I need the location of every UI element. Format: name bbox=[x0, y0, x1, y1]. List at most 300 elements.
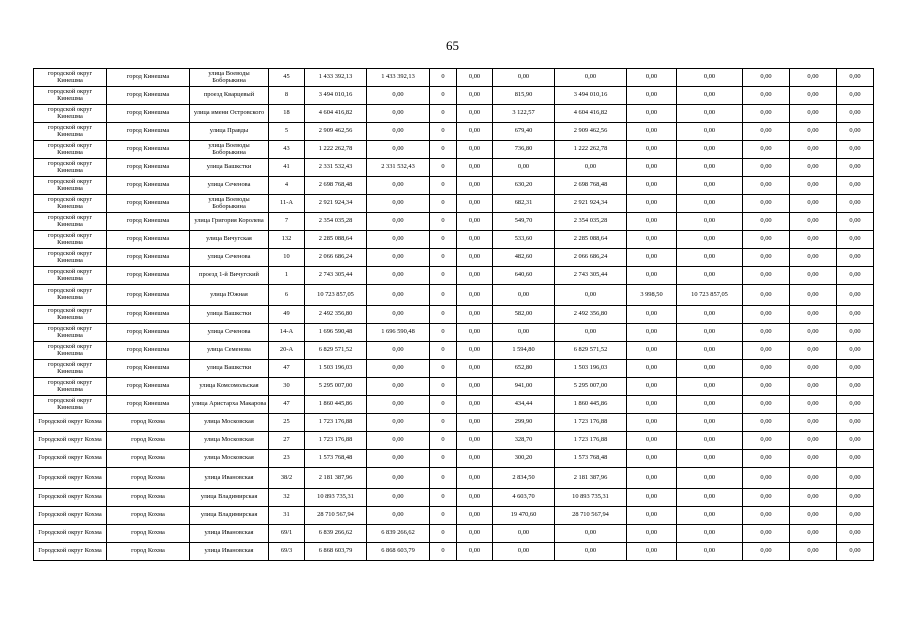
cell-cost-b: 0,00 bbox=[457, 267, 493, 285]
cell-cost-a: 0,00 bbox=[367, 141, 430, 159]
cell-municipality: городской округ Кинешма bbox=[34, 231, 107, 249]
cell-house-number: 11-А bbox=[269, 195, 305, 213]
cell-cost-f: 0,00 bbox=[790, 543, 837, 561]
table-row bbox=[34, 378, 874, 396]
cell-street: улица Правды bbox=[190, 123, 269, 141]
cell-cost-e: 0,00 bbox=[743, 285, 790, 306]
cell-cost-c: 0,00 bbox=[555, 525, 627, 543]
cell-municipality: городской округ Кинешма bbox=[34, 324, 107, 342]
table-row bbox=[34, 249, 874, 267]
cell-area-d: 0,00 bbox=[627, 159, 677, 177]
cell-street: улица Владимирская bbox=[190, 507, 269, 525]
cell-house-number: 47 bbox=[269, 396, 305, 414]
cell-municipality: Городской округ Кохма bbox=[34, 525, 107, 543]
cell-cost-e: 0,00 bbox=[743, 378, 790, 396]
cell-cost-d: 0,00 bbox=[677, 360, 743, 378]
cell-total-cost: 1 433 392,13 bbox=[305, 69, 367, 87]
cell-house-number: 4 bbox=[269, 177, 305, 195]
cell-cost-f: 0,00 bbox=[790, 507, 837, 525]
cell-total-cost: 1 723 176,88 bbox=[305, 414, 367, 432]
cell-municipality: городской округ Кинешма bbox=[34, 285, 107, 306]
table-row bbox=[34, 342, 874, 360]
cell-cost-g: 0,00 bbox=[837, 543, 874, 561]
cell-cost-f: 0,00 bbox=[790, 306, 837, 324]
cell-street: улица Вашкстки bbox=[190, 159, 269, 177]
cell-cost-c: 2 698 768,48 bbox=[555, 177, 627, 195]
cell-cost-d: 0,00 bbox=[677, 105, 743, 123]
cell-cost-f: 0,00 bbox=[790, 324, 837, 342]
cell-settlement: город Кинешма bbox=[107, 324, 190, 342]
cell-area-d: 0,00 bbox=[627, 123, 677, 141]
cell-total-cost: 6 839 266,62 bbox=[305, 525, 367, 543]
cell-cost-b: 0,00 bbox=[457, 87, 493, 105]
cell-cost-g: 0,00 bbox=[837, 414, 874, 432]
cell-cost-d: 0,00 bbox=[677, 141, 743, 159]
cell-cost-c: 1 222 262,78 bbox=[555, 141, 627, 159]
table-row bbox=[34, 507, 874, 525]
cell-area-d: 0,00 bbox=[627, 177, 677, 195]
cell-cost-e: 0,00 bbox=[743, 525, 790, 543]
cell-street: улица имени Островского bbox=[190, 105, 269, 123]
cell-cost-a: 1 433 392,13 bbox=[367, 69, 430, 87]
table-row bbox=[34, 468, 874, 489]
cell-cost-e: 0,00 bbox=[743, 195, 790, 213]
cell-total-cost: 2 921 924,34 bbox=[305, 195, 367, 213]
cell-cost-g: 0,00 bbox=[837, 195, 874, 213]
cell-house-number: 27 bbox=[269, 432, 305, 450]
cell-cost-c: 0,00 bbox=[555, 69, 627, 87]
cell-cost-a: 0,00 bbox=[367, 450, 430, 468]
cell-municipality: городской округ Кинешма bbox=[34, 123, 107, 141]
cell-cost-e: 0,00 bbox=[743, 396, 790, 414]
cell-house-number: 132 bbox=[269, 231, 305, 249]
cell-street: улица Владимирская bbox=[190, 489, 269, 507]
cell-house-number: 69/3 bbox=[269, 543, 305, 561]
cell-cost-e: 0,00 bbox=[743, 267, 790, 285]
cell-municipality: Городской округ Кохма bbox=[34, 468, 107, 489]
cell-cost-d: 0,00 bbox=[677, 123, 743, 141]
cell-cost-f: 0,00 bbox=[790, 123, 837, 141]
cell-cost-b: 0,00 bbox=[457, 489, 493, 507]
table-row bbox=[34, 105, 874, 123]
cell-cost-e: 0,00 bbox=[743, 324, 790, 342]
cell-municipality: Городской округ Кохма bbox=[34, 507, 107, 525]
cell-street: улица Вашкстки bbox=[190, 306, 269, 324]
cell-area-d: 0,00 bbox=[627, 432, 677, 450]
cell-area-c: 0,00 bbox=[493, 543, 555, 561]
cell-count-b: 0 bbox=[430, 378, 457, 396]
cell-cost-f: 0,00 bbox=[790, 285, 837, 306]
cell-area-c: 0,00 bbox=[493, 285, 555, 306]
cell-area-c: 640,60 bbox=[493, 267, 555, 285]
cell-total-cost: 2 909 462,56 bbox=[305, 123, 367, 141]
cell-cost-b: 0,00 bbox=[457, 285, 493, 306]
cell-house-number: 45 bbox=[269, 69, 305, 87]
cell-cost-e: 0,00 bbox=[743, 432, 790, 450]
cell-street: улица Вашкстки bbox=[190, 360, 269, 378]
cell-house-number: 8 bbox=[269, 87, 305, 105]
cell-total-cost: 1 696 590,48 bbox=[305, 324, 367, 342]
cell-cost-f: 0,00 bbox=[790, 432, 837, 450]
cell-cost-d: 0,00 bbox=[677, 324, 743, 342]
cell-area-d: 0,00 bbox=[627, 267, 677, 285]
cell-municipality: городской округ Кинешма bbox=[34, 249, 107, 267]
cell-cost-a: 0,00 bbox=[367, 360, 430, 378]
cell-municipality: городской округ Кинешма bbox=[34, 177, 107, 195]
cell-municipality: городской округ Кинешма bbox=[34, 87, 107, 105]
cell-area-c: 679,40 bbox=[493, 123, 555, 141]
cell-area-c: 0,00 bbox=[493, 324, 555, 342]
cell-cost-d: 0,00 bbox=[677, 213, 743, 231]
cell-house-number: 5 bbox=[269, 123, 305, 141]
cell-house-number: 23 bbox=[269, 450, 305, 468]
cell-municipality: городской округ Кинешма bbox=[34, 141, 107, 159]
cell-count-b: 0 bbox=[430, 195, 457, 213]
cell-cost-a: 2 331 532,43 bbox=[367, 159, 430, 177]
cell-cost-d: 0,00 bbox=[677, 195, 743, 213]
cell-area-d: 3 998,50 bbox=[627, 285, 677, 306]
cell-total-cost: 2 492 356,80 bbox=[305, 306, 367, 324]
cell-cost-f: 0,00 bbox=[790, 414, 837, 432]
cell-cost-b: 0,00 bbox=[457, 324, 493, 342]
cell-cost-c: 5 295 007,00 bbox=[555, 378, 627, 396]
table-row bbox=[34, 306, 874, 324]
cell-cost-d: 0,00 bbox=[677, 543, 743, 561]
cell-municipality: городской округ Кинешма bbox=[34, 105, 107, 123]
cell-count-b: 0 bbox=[430, 285, 457, 306]
cell-house-number: 10 bbox=[269, 249, 305, 267]
cell-settlement: город Кинешма bbox=[107, 195, 190, 213]
cell-total-cost: 1 503 196,03 bbox=[305, 360, 367, 378]
cell-settlement: город Кинешма bbox=[107, 213, 190, 231]
cell-count-b: 0 bbox=[430, 69, 457, 87]
cell-cost-g: 0,00 bbox=[837, 213, 874, 231]
cell-cost-g: 0,00 bbox=[837, 177, 874, 195]
cell-count-b: 0 bbox=[430, 213, 457, 231]
cell-cost-c: 1 573 768,48 bbox=[555, 450, 627, 468]
cell-cost-e: 0,00 bbox=[743, 543, 790, 561]
cell-municipality: городской округ Кинешма bbox=[34, 159, 107, 177]
cell-cost-a: 0,00 bbox=[367, 195, 430, 213]
cell-area-c: 482,60 bbox=[493, 249, 555, 267]
cell-cost-d: 0,00 bbox=[677, 489, 743, 507]
cell-total-cost: 2 285 088,64 bbox=[305, 231, 367, 249]
table-row bbox=[34, 213, 874, 231]
cell-cost-g: 0,00 bbox=[837, 285, 874, 306]
cell-street: улица Московская bbox=[190, 450, 269, 468]
cell-cost-b: 0,00 bbox=[457, 414, 493, 432]
cell-cost-b: 0,00 bbox=[457, 396, 493, 414]
cell-cost-d: 0,00 bbox=[677, 468, 743, 489]
cell-cost-f: 0,00 bbox=[790, 69, 837, 87]
cell-municipality: городской округ Кинешма bbox=[34, 342, 107, 360]
cell-cost-d: 0,00 bbox=[677, 342, 743, 360]
cell-cost-a: 0,00 bbox=[367, 213, 430, 231]
cell-house-number: 7 bbox=[269, 213, 305, 231]
cell-count-b: 0 bbox=[430, 177, 457, 195]
cell-area-c: 941,00 bbox=[493, 378, 555, 396]
cell-cost-g: 0,00 bbox=[837, 450, 874, 468]
cell-count-b: 0 bbox=[430, 450, 457, 468]
cell-count-b: 0 bbox=[430, 360, 457, 378]
cell-house-number: 69/1 bbox=[269, 525, 305, 543]
cell-total-cost: 1 860 445,86 bbox=[305, 396, 367, 414]
cell-cost-g: 0,00 bbox=[837, 396, 874, 414]
cell-cost-g: 0,00 bbox=[837, 69, 874, 87]
cell-cost-c: 6 829 571,52 bbox=[555, 342, 627, 360]
cell-cost-f: 0,00 bbox=[790, 396, 837, 414]
cell-cost-c: 1 723 176,88 bbox=[555, 414, 627, 432]
cell-cost-g: 0,00 bbox=[837, 360, 874, 378]
cell-area-d: 0,00 bbox=[627, 450, 677, 468]
cell-area-d: 0,00 bbox=[627, 249, 677, 267]
cell-cost-c: 2 921 924,34 bbox=[555, 195, 627, 213]
cell-cost-b: 0,00 bbox=[457, 378, 493, 396]
cell-cost-a: 0,00 bbox=[367, 414, 430, 432]
cell-cost-e: 0,00 bbox=[743, 489, 790, 507]
cell-cost-c: 0,00 bbox=[555, 159, 627, 177]
cell-count-b: 0 bbox=[430, 525, 457, 543]
cell-count-b: 0 bbox=[430, 489, 457, 507]
cell-cost-c: 10 893 735,31 bbox=[555, 489, 627, 507]
cell-municipality: Городской округ Кохма bbox=[34, 414, 107, 432]
cell-cost-b: 0,00 bbox=[457, 342, 493, 360]
cell-cost-e: 0,00 bbox=[743, 306, 790, 324]
cell-cost-b: 0,00 bbox=[457, 231, 493, 249]
cell-total-cost: 10 893 735,31 bbox=[305, 489, 367, 507]
cell-cost-e: 0,00 bbox=[743, 360, 790, 378]
cell-cost-e: 0,00 bbox=[743, 159, 790, 177]
cell-area-d: 0,00 bbox=[627, 105, 677, 123]
cell-count-b: 0 bbox=[430, 231, 457, 249]
table-row bbox=[34, 324, 874, 342]
cell-cost-g: 0,00 bbox=[837, 141, 874, 159]
cell-cost-e: 0,00 bbox=[743, 507, 790, 525]
cell-area-c: 4 603,70 bbox=[493, 489, 555, 507]
cell-cost-e: 0,00 bbox=[743, 141, 790, 159]
cell-cost-d: 0,00 bbox=[677, 432, 743, 450]
cell-cost-b: 0,00 bbox=[457, 306, 493, 324]
cell-cost-b: 0,00 bbox=[457, 360, 493, 378]
table-row bbox=[34, 360, 874, 378]
cell-area-c: 549,70 bbox=[493, 213, 555, 231]
table-row bbox=[34, 177, 874, 195]
cell-cost-f: 0,00 bbox=[790, 342, 837, 360]
cell-cost-d: 10 723 857,05 bbox=[677, 285, 743, 306]
cell-settlement: город Кинешма bbox=[107, 306, 190, 324]
cell-house-number: 18 bbox=[269, 105, 305, 123]
cell-municipality: городской округ Кинешма bbox=[34, 378, 107, 396]
cell-cost-g: 0,00 bbox=[837, 324, 874, 342]
cell-area-d: 0,00 bbox=[627, 489, 677, 507]
cell-cost-a: 0,00 bbox=[367, 432, 430, 450]
cell-street: улица Комсомольская bbox=[190, 378, 269, 396]
cell-area-c: 19 470,60 bbox=[493, 507, 555, 525]
cell-settlement: город Кинешма bbox=[107, 141, 190, 159]
table-row bbox=[34, 543, 874, 561]
table-row bbox=[34, 195, 874, 213]
cell-cost-b: 0,00 bbox=[457, 450, 493, 468]
cell-cost-c: 2 285 088,64 bbox=[555, 231, 627, 249]
cell-cost-d: 0,00 bbox=[677, 414, 743, 432]
cell-house-number: 20-А bbox=[269, 342, 305, 360]
cell-cost-g: 0,00 bbox=[837, 87, 874, 105]
cell-count-b: 0 bbox=[430, 414, 457, 432]
table-body bbox=[34, 69, 874, 561]
cell-cost-a: 0,00 bbox=[367, 396, 430, 414]
cell-area-c: 3 122,57 bbox=[493, 105, 555, 123]
cell-cost-e: 0,00 bbox=[743, 177, 790, 195]
cell-cost-e: 0,00 bbox=[743, 450, 790, 468]
cell-cost-g: 0,00 bbox=[837, 105, 874, 123]
cell-cost-a: 0,00 bbox=[367, 231, 430, 249]
table-row bbox=[34, 87, 874, 105]
cell-cost-a: 0,00 bbox=[367, 342, 430, 360]
cell-street: улица Сеченова bbox=[190, 324, 269, 342]
cell-total-cost: 2 331 532,43 bbox=[305, 159, 367, 177]
table-row bbox=[34, 450, 874, 468]
cell-area-d: 0,00 bbox=[627, 306, 677, 324]
cell-cost-f: 0,00 bbox=[790, 378, 837, 396]
cell-cost-f: 0,00 bbox=[790, 360, 837, 378]
cell-settlement: город Кинешма bbox=[107, 342, 190, 360]
table-row bbox=[34, 159, 874, 177]
cell-area-c: 328,70 bbox=[493, 432, 555, 450]
cell-cost-a: 0,00 bbox=[367, 249, 430, 267]
cell-cost-b: 0,00 bbox=[457, 123, 493, 141]
cell-house-number: 32 bbox=[269, 489, 305, 507]
cell-house-number: 30 bbox=[269, 378, 305, 396]
cell-cost-c: 0,00 bbox=[555, 285, 627, 306]
cell-cost-d: 0,00 bbox=[677, 396, 743, 414]
cell-area-c: 533,60 bbox=[493, 231, 555, 249]
cell-area-d: 0,00 bbox=[627, 507, 677, 525]
cell-settlement: город Кохма bbox=[107, 468, 190, 489]
cell-house-number: 14-А bbox=[269, 324, 305, 342]
cell-total-cost: 2 743 305,44 bbox=[305, 267, 367, 285]
cell-cost-d: 0,00 bbox=[677, 69, 743, 87]
cell-area-d: 0,00 bbox=[627, 87, 677, 105]
cell-cost-d: 0,00 bbox=[677, 159, 743, 177]
cell-municipality: Городской округ Кохма bbox=[34, 432, 107, 450]
cell-area-c: 434,44 bbox=[493, 396, 555, 414]
cell-area-c: 299,90 bbox=[493, 414, 555, 432]
cell-cost-f: 0,00 bbox=[790, 105, 837, 123]
cell-settlement: город Кинешма bbox=[107, 105, 190, 123]
cell-count-b: 0 bbox=[430, 123, 457, 141]
cell-count-b: 0 bbox=[430, 432, 457, 450]
cell-cost-a: 0,00 bbox=[367, 267, 430, 285]
cell-cost-e: 0,00 bbox=[743, 468, 790, 489]
cell-house-number: 41 bbox=[269, 159, 305, 177]
cell-area-d: 0,00 bbox=[627, 378, 677, 396]
cell-settlement: город Кинешма bbox=[107, 69, 190, 87]
cell-street: улица Воеводы Боборыкина bbox=[190, 195, 269, 213]
cell-cost-g: 0,00 bbox=[837, 267, 874, 285]
table-row bbox=[34, 141, 874, 159]
cell-area-c: 0,00 bbox=[493, 525, 555, 543]
cell-street: улица Семенова bbox=[190, 342, 269, 360]
cell-municipality: городской округ Кинешма bbox=[34, 69, 107, 87]
cell-cost-c: 2 066 686,24 bbox=[555, 249, 627, 267]
cell-cost-e: 0,00 bbox=[743, 213, 790, 231]
cell-street: улица Воеводы Боборыкина bbox=[190, 141, 269, 159]
cell-street: улица Ивановская bbox=[190, 468, 269, 489]
cell-cost-b: 0,00 bbox=[457, 432, 493, 450]
cell-area-d: 0,00 bbox=[627, 360, 677, 378]
cell-total-cost: 1 723 176,88 bbox=[305, 432, 367, 450]
cell-count-b: 0 bbox=[430, 468, 457, 489]
table-row bbox=[34, 285, 874, 306]
cell-municipality: городской округ Кинешма bbox=[34, 195, 107, 213]
table-row bbox=[34, 69, 874, 87]
cell-cost-a: 0,00 bbox=[367, 87, 430, 105]
cell-count-b: 0 bbox=[430, 396, 457, 414]
cell-cost-g: 0,00 bbox=[837, 432, 874, 450]
cell-cost-g: 0,00 bbox=[837, 378, 874, 396]
cell-settlement: город Кохма bbox=[107, 507, 190, 525]
cell-cost-c: 1 860 445,86 bbox=[555, 396, 627, 414]
cell-settlement: город Кинешма bbox=[107, 285, 190, 306]
cell-count-b: 0 bbox=[430, 342, 457, 360]
cell-street: проезд Кварцевый bbox=[190, 87, 269, 105]
cell-cost-a: 0,00 bbox=[367, 507, 430, 525]
cell-cost-c: 2 743 305,44 bbox=[555, 267, 627, 285]
cell-settlement: город Кинешма bbox=[107, 123, 190, 141]
cell-area-c: 736,80 bbox=[493, 141, 555, 159]
cell-street: улица Ивановская bbox=[190, 525, 269, 543]
cell-area-c: 630,20 bbox=[493, 177, 555, 195]
table-row bbox=[34, 432, 874, 450]
cell-municipality: городской округ Кинешма bbox=[34, 396, 107, 414]
cell-house-number: 1 bbox=[269, 267, 305, 285]
cell-street: проезд 1-й Вичугский bbox=[190, 267, 269, 285]
cell-count-b: 0 bbox=[430, 507, 457, 525]
cell-cost-d: 0,00 bbox=[677, 450, 743, 468]
cell-house-number: 47 bbox=[269, 360, 305, 378]
cell-cost-g: 0,00 bbox=[837, 468, 874, 489]
cell-street: улица Ивановская bbox=[190, 543, 269, 561]
page-number: 65 bbox=[446, 38, 459, 53]
cell-street: улица Аристарха Макарова bbox=[190, 396, 269, 414]
cell-area-c: 682,31 bbox=[493, 195, 555, 213]
cell-cost-f: 0,00 bbox=[790, 450, 837, 468]
cell-cost-b: 0,00 bbox=[457, 105, 493, 123]
cell-area-c: 0,00 bbox=[493, 159, 555, 177]
cell-cost-d: 0,00 bbox=[677, 267, 743, 285]
cell-settlement: город Кинешма bbox=[107, 249, 190, 267]
cell-count-b: 0 bbox=[430, 543, 457, 561]
cell-municipality: городской округ Кинешма bbox=[34, 306, 107, 324]
cell-total-cost: 2 354 035,28 bbox=[305, 213, 367, 231]
cell-area-d: 0,00 bbox=[627, 525, 677, 543]
cell-house-number: 6 bbox=[269, 285, 305, 306]
cell-count-b: 0 bbox=[430, 306, 457, 324]
cell-area-c: 582,00 bbox=[493, 306, 555, 324]
table-row bbox=[34, 414, 874, 432]
cell-area-d: 0,00 bbox=[627, 543, 677, 561]
cell-cost-g: 0,00 bbox=[837, 342, 874, 360]
table-row bbox=[34, 267, 874, 285]
cell-settlement: город Кохма bbox=[107, 450, 190, 468]
cell-settlement: город Кинешма bbox=[107, 159, 190, 177]
cell-total-cost: 28 710 567,94 bbox=[305, 507, 367, 525]
cell-cost-e: 0,00 bbox=[743, 123, 790, 141]
cell-cost-a: 0,00 bbox=[367, 285, 430, 306]
cell-cost-f: 0,00 bbox=[790, 213, 837, 231]
cell-cost-c: 0,00 bbox=[555, 543, 627, 561]
cell-settlement: город Кинешма bbox=[107, 378, 190, 396]
